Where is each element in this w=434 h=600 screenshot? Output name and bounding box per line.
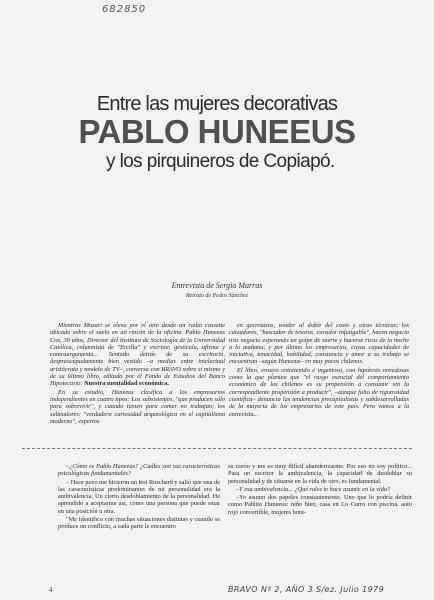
column-4 [228, 463, 412, 517]
col2-paragraph-2: El libro, ensayo entretenido e ingenioso, con hipótesis novedosas como la que plantea que "el rasgo esencial del comportamiento económico de los chilenos es su propensión a consumir sin la correspondiente propensión a producir", –aunque falto de rigurosidad científica– denuncia las tendencias precapitalistas y subdesarrolladas de la mayoría de los empresarios de este país. Pero vamos a la entrevista... [229, 366, 409, 418]
answer-1: – Hace poco me hicieron un test Roschard y salió que una de las características predominantes de mi personalidad era la ambivalencia. Un cierto desdoblamiento de la personalidad. He aprendido a aceptarme así, como una persona que puede estar en una posición u otra. [58, 478, 220, 515]
source-note: BRAVO Nº 2, AÑO 3 S/ez. Julio 1979 [228, 585, 385, 594]
archive-mark: 682850 [102, 4, 147, 15]
answer-1-continued: "Me identifico con muchas situaciones distintas y cuando se produce un conflicto, a cada parte le encuentro [58, 516, 220, 531]
headline-line2: y los pirquineros de Copiapó. [106, 151, 335, 172]
byline-interview: Entrevista de Sergio Marras [171, 281, 263, 290]
col2-paragraph-1: en garrotazos, vender al doble del costo y otras técnicas; los cateadores, "buscador de tesoros, cavador infatigable", hacen negocio tras negocio esperando un golpe de suerte y hacerse ricos de la noche a la mañana; y por último los empresarios, cuyas capacidades de iniciativa, tenacidad, habilidad, constancia y amor a su trabajo se encuentran –según Huneeus– en muy pocos chilenos. [229, 322, 409, 366]
column-2 [229, 322, 409, 418]
col1-book-title: Nuestra mentalidad económica. [84, 380, 169, 388]
column-1 [50, 322, 225, 425]
headline-line1: Entre las mujeres decorativas [96, 93, 338, 115]
headline-name: PABLO HUNEEUS [78, 113, 356, 150]
divider [22, 448, 412, 449]
question-2: –Y esa ambivalencia... ¿Qué roles te hace asumir en la vida? [236, 485, 391, 493]
col1-p1-text: Mientras Mozart se eleva por el aire desde un radio cassette ubicado sobre el suelo en un rincón de la oficina. Pablo Huneeus Cox, 39 años, Director del Instituto de Sociología de la Universidad Católica, columnista de "Ercilla" y escritor, gesticula, afirma y contraargumenta... Sentado detrás de su escritorio, despreocupadamente bien vestido –a medias entre intelectual aristócrata y modelo de TV–, conversa con BRAVO sobre sí mismo y de su último libro, editado por el Fondo de Estudios del Banco Hipotecario: [50, 322, 225, 388]
col1-paragraph-2: En su estudio, Huneeus clasifica a los empresarios independientes en cuatro tipos: Los subsistentes, "que producen sólo para sobrevivir", y cuando tienen para comer no trabajan; los salteadores: "verdadera curiosidad arqueológica en el capitalismo moderno", expertos [50, 388, 225, 425]
answer-2: –Yo asumo dos papeles constantemente. Uno que lo podría definir como Pablito Huneeus: niño bien, casa en Lo Curro con piscina, auto rojo convertible, mujeres boni- [228, 494, 412, 516]
question-1: –¿Cómo es Pablo Huneeus? ¿Cuáles son sus características psicológicas fundamentales? [58, 463, 220, 478]
page-number: 4 [49, 586, 53, 594]
byline-photo: Retrato de Pedro Sánchez [185, 293, 249, 299]
answer-1-end: su razón y me es muy difícil abanderizarme. Por eso no soy político... Para un escritor la ambivalencia, la capacidad de desdoblar su personalidad y de situarse en la vida de otro, es fundamental. [228, 463, 412, 485]
col1-paragraph-1 [50, 322, 225, 388]
column-3 [58, 463, 220, 531]
